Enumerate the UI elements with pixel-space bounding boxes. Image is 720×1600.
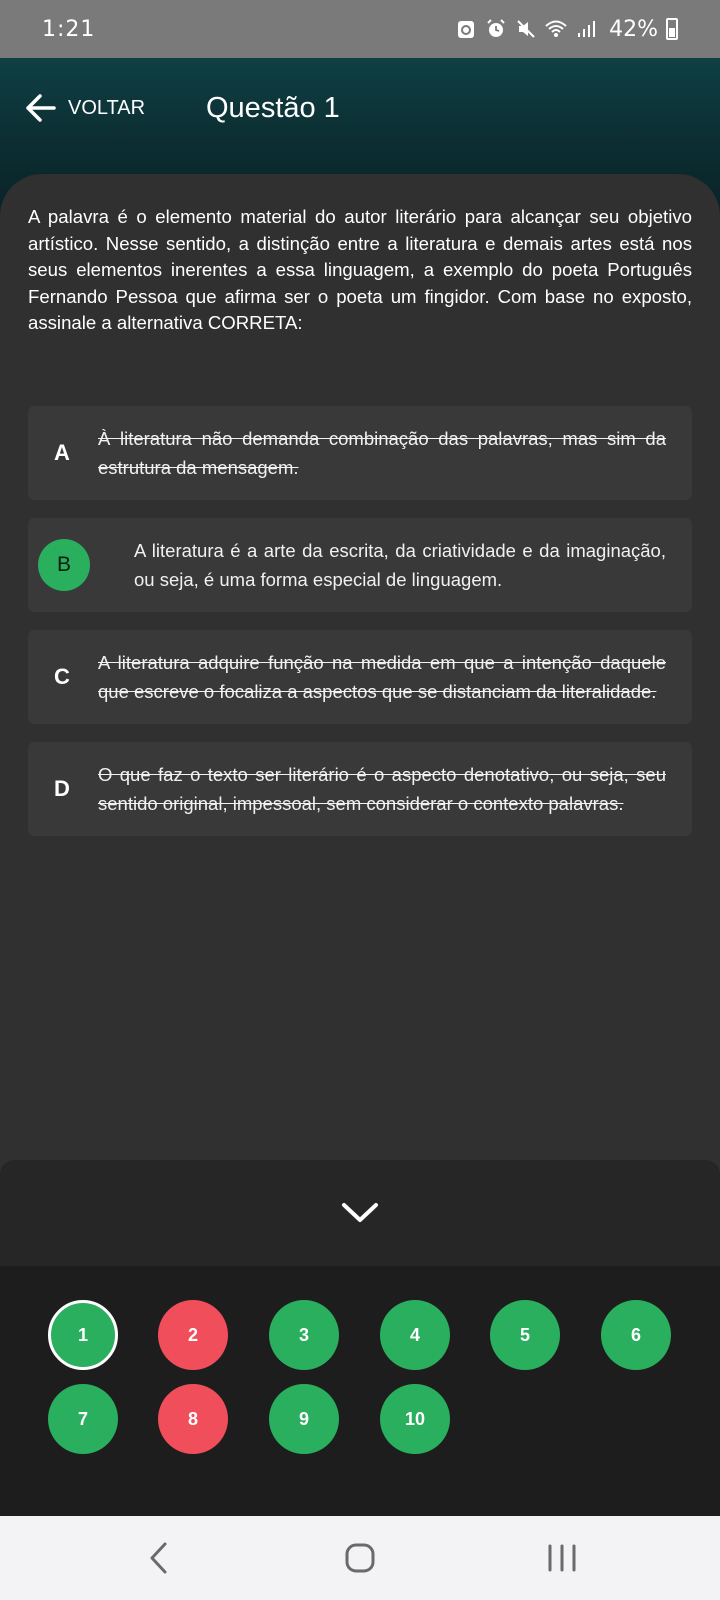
question-button-3[interactable]: 3 bbox=[269, 1300, 339, 1370]
option-letter: D bbox=[54, 776, 70, 801]
option-letter: C bbox=[54, 664, 70, 689]
status-time: 1:21 bbox=[42, 16, 96, 42]
system-navigation-bar bbox=[0, 1516, 720, 1600]
question-button-4[interactable]: 4 bbox=[380, 1300, 450, 1370]
question-button-9[interactable]: 9 bbox=[269, 1384, 339, 1454]
question-button-10[interactable]: 10 bbox=[380, 1384, 450, 1454]
option-text: O que faz o texto ser literário é o aspecto denotativo, ou seja, seu sentido original, impessoal, sem considerar o contexto palavras. bbox=[98, 764, 666, 814]
chevron-down-icon bbox=[340, 1200, 380, 1226]
option-text: A literatura é a arte da escrita, da criatividade e da imaginação, ou seja, é uma forma especial de linguagem. bbox=[134, 540, 666, 590]
wifi-icon bbox=[545, 18, 567, 40]
alarm-icon bbox=[485, 18, 507, 40]
option-text: A literatura adquire função na medida em que a intenção daquele que escreve o focaliza a aspectos que se distanciam da literalidade. bbox=[98, 652, 666, 702]
question-button-2[interactable]: 2 bbox=[158, 1300, 228, 1370]
option-c[interactable] bbox=[28, 630, 692, 724]
question-button-6[interactable]: 6 bbox=[601, 1300, 671, 1370]
option-text: À literatura não demanda combinação das palavras, mas sim da estrutura da mensagem. bbox=[98, 428, 666, 478]
system-recents-icon[interactable] bbox=[542, 1538, 582, 1578]
question-text: A palavra é o elemento material do autor literário para alcançar seu objetivo artístico. Nesse sentido, a distinção entre a literatura e demais artes está nos seus elementos inerentes a essa linguagem, a exemplo do poeta Português Fernando Pessoa que afirma ser o poeta um fingidor. Com base no exposto, assinale a alternativa CORRETA: bbox=[28, 206, 692, 333]
question-navigator bbox=[0, 1266, 720, 1516]
question-button-5[interactable]: 5 bbox=[490, 1300, 560, 1370]
arrow-left-icon bbox=[24, 91, 58, 125]
system-home-icon[interactable] bbox=[340, 1538, 380, 1578]
question-button-8[interactable]: 8 bbox=[158, 1384, 228, 1454]
system-back-icon[interactable] bbox=[140, 1538, 180, 1578]
option-b[interactable] bbox=[28, 518, 692, 612]
collapse-panel-button[interactable] bbox=[0, 1160, 720, 1266]
question-card bbox=[0, 174, 720, 1174]
muted-icon bbox=[515, 18, 537, 40]
back-label: VOLTAR bbox=[68, 96, 146, 119]
battery-percent: 42% bbox=[609, 16, 658, 42]
back-button[interactable] bbox=[24, 88, 145, 128]
signal-icon bbox=[575, 18, 597, 40]
recycle-notification-icon bbox=[455, 18, 477, 40]
option-letter: A bbox=[54, 440, 70, 465]
question-button-7[interactable]: 7 bbox=[48, 1384, 118, 1454]
page-title: Questão 1 bbox=[206, 92, 340, 124]
status-bar bbox=[0, 0, 720, 58]
status-icons bbox=[455, 17, 678, 42]
option-letter-selected: B bbox=[38, 539, 90, 591]
option-d[interactable] bbox=[28, 742, 692, 836]
battery-icon bbox=[666, 18, 678, 40]
question-button-1[interactable]: 1 bbox=[48, 1300, 118, 1370]
option-a[interactable] bbox=[28, 406, 692, 500]
